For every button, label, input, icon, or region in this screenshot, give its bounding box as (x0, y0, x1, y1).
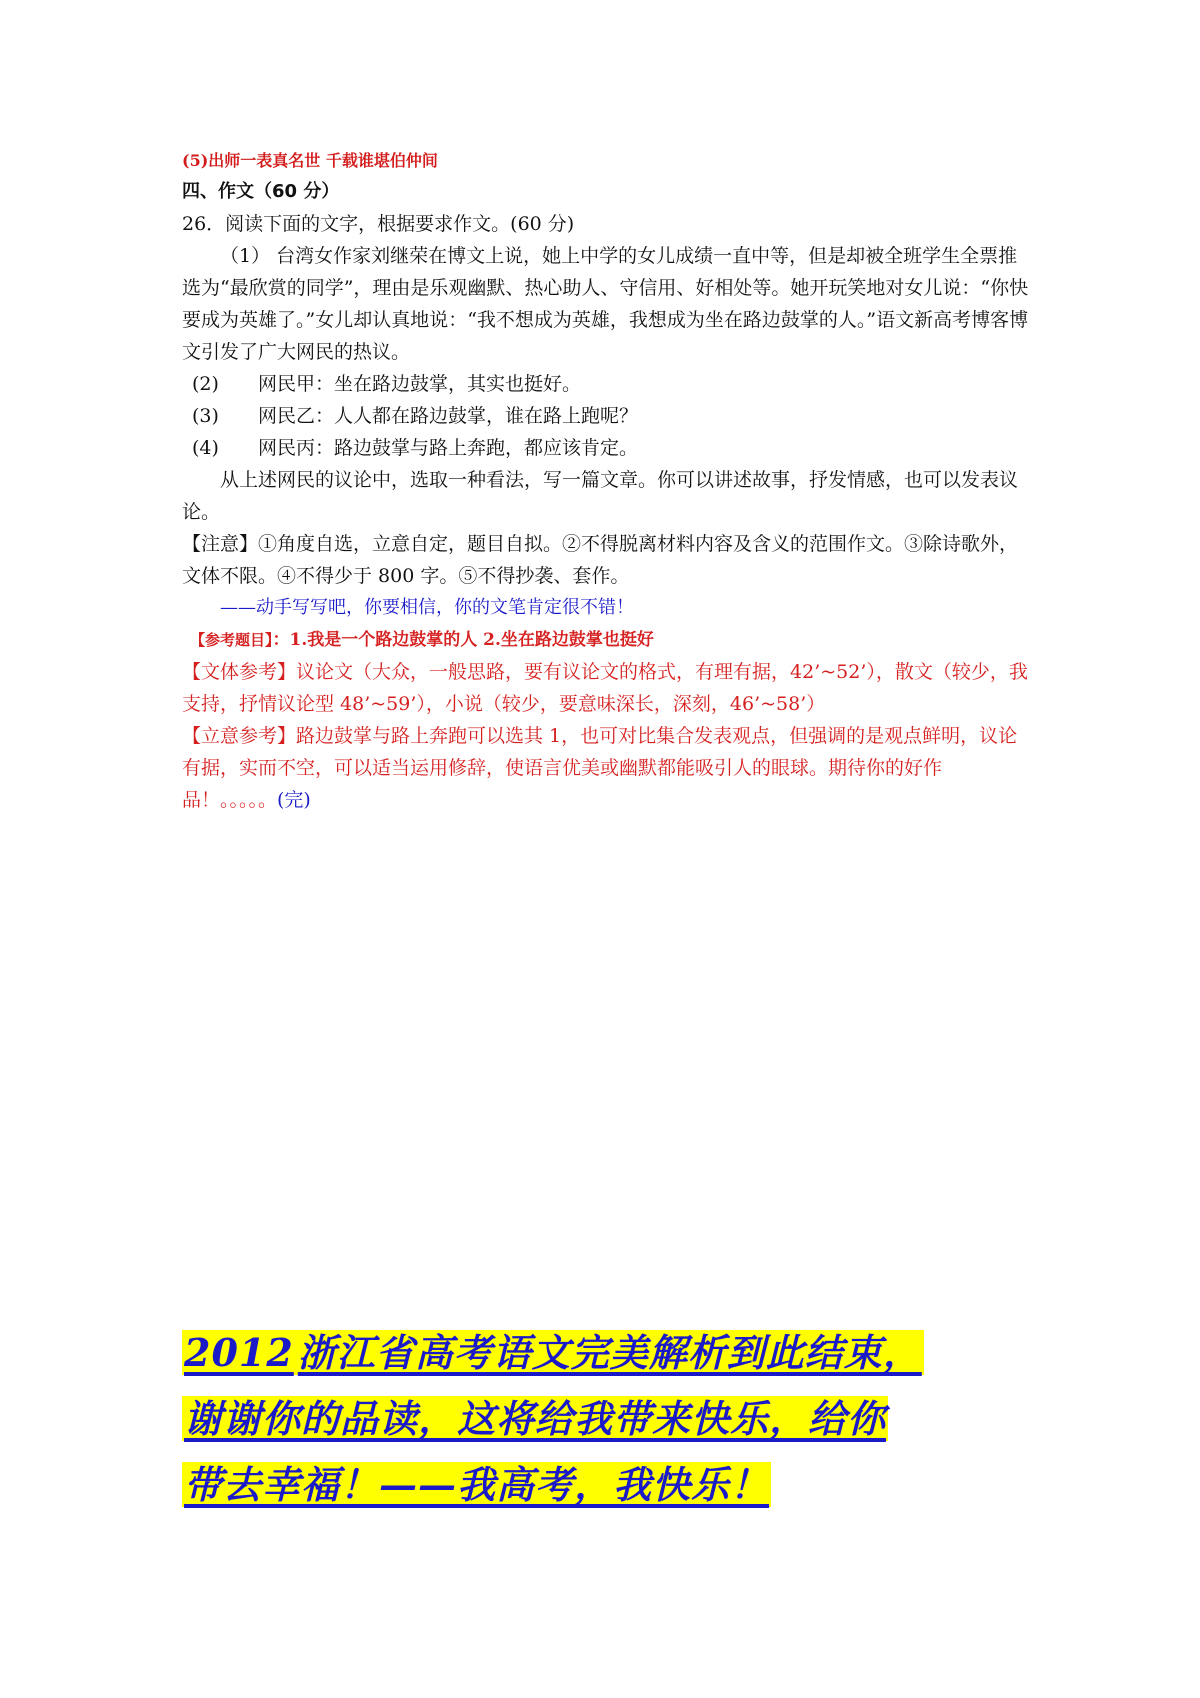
item-text: 网民丙：路边鼓掌与路上奔跑，都应该肯定。 (258, 437, 639, 459)
material-item-text: 台湾女作家刘继荣在博文上说，她上中学的女儿成绩一直中等，但是却被全班学生全票推选为“最欣赏的同学”，理由是乐观幽默、热心助人、守信用、好相处等。她开玩笑地对女儿说：“你快要成为英雄了。”女儿却认真地说：“我不想成为英雄，我想成为坐在路边鼓掌的人。”语文新高考博客博文引发了广大网民的热议。 (182, 245, 1029, 363)
item-number: (3) (192, 405, 219, 427)
idea-reference-text: 路边鼓掌与路上奔跑可以选其 1，也可对比集合发表观点，但强调的是观点鲜明，议论有据，实而不空，可以适当运用修辞，使语言优美或幽默都能吸引人的眼球。期待你的好作品！。。。。。 (182, 725, 1018, 811)
closing-line-1 (182, 1320, 1032, 1386)
section-title: 四、作文（60 分） (182, 181, 340, 202)
genre-reference-paragraph (182, 656, 1032, 720)
closing-text-1: 浙江省高考语文完美解析到此结束， (297, 1330, 922, 1375)
reference-titles-label: 【参考题目】 (190, 631, 273, 649)
netizen-item-2 (182, 368, 1032, 400)
reference-titles-text: ：1.我是一个路边鼓掌的人 2.坐在路边鼓掌也挺好 (272, 630, 654, 650)
note-paragraph: 【注意】①角度自选，立意自定，题目自拟。②不得脱离材料内容及含义的范围作文。③除诗歌外，文体不限。④不得少于 800 字。⑤不得抄袭、套作。 (182, 533, 1019, 587)
closing-line-2 (182, 1386, 1032, 1452)
genre-reference-label: 【文体参考】 (182, 661, 297, 683)
question-heading: 26．阅读下面的文字，根据要求作文。(60 分) (182, 213, 575, 235)
item-number: (2) (192, 373, 219, 395)
netizen-item-4 (182, 432, 1032, 464)
closing-banner (182, 1320, 1032, 1518)
netizen-item-3 (182, 400, 1032, 432)
document-content (182, 150, 1032, 816)
closing-text-2: 谢谢你的品读，这将给我带来快乐，给你 (184, 1396, 887, 1441)
item-text: 网民乙：人人都在路边鼓掌，谁在路上跑呢？ (258, 405, 639, 427)
closing-year: 2012 (184, 1330, 294, 1375)
encouragement-line: ——动手写写吧，你要相信，你的文笔肯定很不错！ (220, 597, 634, 618)
idea-reference-label: 【立意参考】 (182, 725, 297, 747)
material-paragraph-1 (182, 240, 1032, 368)
closing-text-3: 带去幸福！——我高考，我快乐！ (184, 1462, 770, 1507)
closing-line-3 (182, 1452, 1032, 1518)
material-item-number: （1） (220, 245, 271, 267)
instruction-paragraph: 从上述网民的议论中，选取一种看法，写一篇文章。你可以讲述故事，抒发情感，也可以发表议论。 (182, 469, 1019, 523)
item-number: (4) (192, 437, 219, 459)
previous-answer-line: (5)出师一表真名世 千载谁堪伯仲间 (182, 151, 438, 170)
genre-reference-text: 议论文（大众，一般思路，要有议论文的格式，有理有据，42’~52’），散文（较少，我支持，抒情议论型 48’~59’），小说（较少，要意味深长，深刻，46’~58’） (182, 661, 1028, 715)
end-mark: (完) (277, 789, 311, 811)
reference-titles-line (182, 624, 1032, 656)
item-text: 网民甲：坐在路边鼓掌，其实也挺好。 (258, 373, 582, 395)
idea-reference-paragraph (182, 720, 1032, 816)
